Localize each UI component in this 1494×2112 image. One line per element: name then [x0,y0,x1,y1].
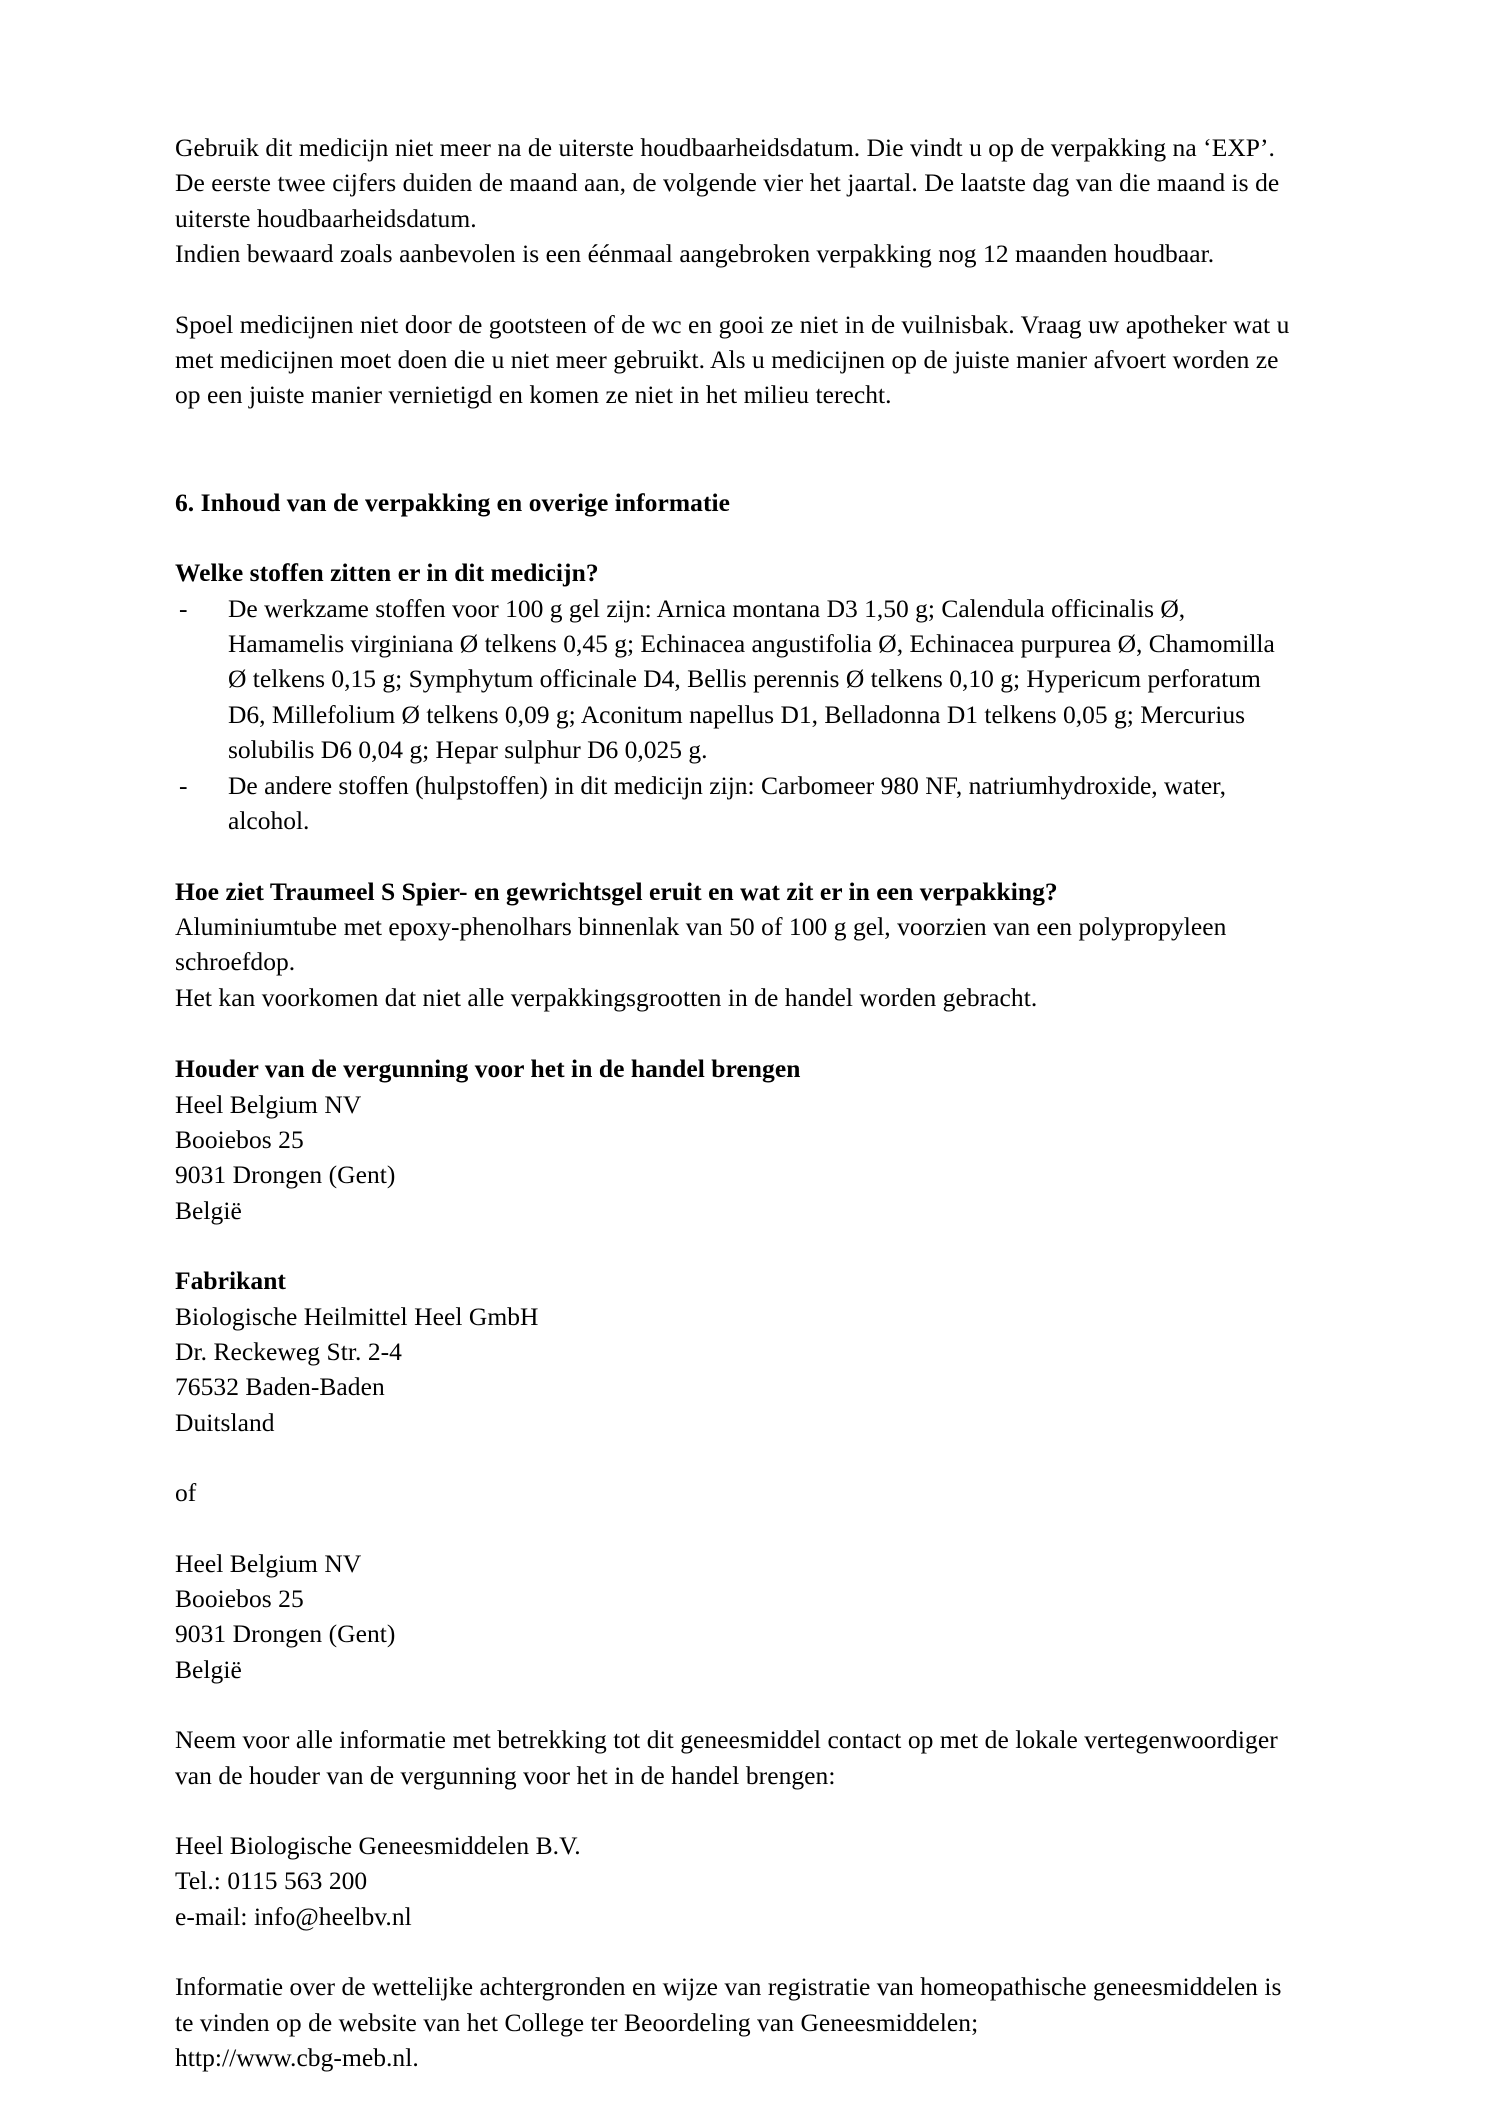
bullet-dash-icon: - [179,593,188,623]
disposal-paragraph: Spoel medicijnen niet door de gootsteen of de wc en gooi ze niet in de vuilnisbak. Vraag uw apotheker wat u met medicijnen moet doen die u niet meer gebruikt. Als u medicijnen op de juiste manier afvoert worden ze op een juiste manier vernietigd en komen ze niet in het milieu terecht. [175,309,1290,410]
substances-heading: Welke stoffen zitten er in dit medicijn? [175,558,599,588]
manufacturer-address-line: 76532 Baden-Baden [175,1372,385,1402]
mah-address-line: Booiebos 25 [175,1124,304,1154]
local-representative-email: e-mail: info@heelbv.nl [175,1901,412,1931]
manufacturer-alt-address-line: Booiebos 25 [175,1584,304,1613]
manufacturer-alt-address-line: Heel Belgium NV [175,1548,362,1578]
manufacturer-conjunction: of [175,1478,197,1508]
storage-opened-paragraph: Indien bewaard zoals aanbevolen is een éénmaal aangebroken verpakking nog 12 maanden houdbaar. [175,239,1215,269]
spacer [175,413,1293,485]
registration-info-paragraph: Informatie over de wettelijke achtergronden en wijze van registratie van homeopathische geneesmiddelen is te vinden op de website van het College ter Beoordeling van Geneesmiddelen; [175,1972,1282,2037]
appearance-heading: Hoe ziet Traumeel S Spier- en gewrichtsgel eruit en wat zit er in een verpakking? [175,876,1058,906]
list-item-text: De werkzame stoffen voor 100 g gel zijn: Arnica montana D3 1,50 g; Calendula officinalis Ø, Hamamelis virginiana Ø telkens 0,45 g; Echinacea angustifolia Ø, Echinacea purpurea Ø, Chamomilla Ø telkens 0,15 g; Symphytum officinale D4, Bellis perennis Ø telkens 0,10 g; Hypericum perforatum D6, Millefolium Ø telkens 0,09 g; Aconitum napellus D1, Belladonna D1 telkens 0,05 g; Mercurius solubilis D6 0,04 g; Hepar sulphur D6 0,025 g. [228,593,1275,765]
page-content [175,130,1293,2075]
manufacturer-address-line: Duitsland [175,1407,275,1437]
appearance-paragraph-2: Het kan voorkomen dat niet alle verpakkingsgrootten in de handel worden gebracht. [175,982,1038,1012]
spacer [175,1440,1293,1475]
list-item [175,591,1293,768]
spacer [175,1934,1293,1969]
spacer [175,839,1293,874]
spacer [175,272,1293,307]
manufacturer-alt-address-line: 9031 Drongen (Gent) [175,1619,396,1649]
manufacturer-heading: Fabrikant [175,1266,286,1296]
manufacturer-address-line: Biologische Heilmittel Heel GmbH [175,1301,539,1331]
mah-heading: Houder van de vergunning voor het in de handel brengen [175,1054,801,1084]
spacer [175,1793,1293,1828]
spacer [175,520,1293,555]
spacer [175,1015,1293,1051]
substances-list [175,591,1293,839]
manufacturer-alt-address-line: België [175,1654,242,1684]
spacer [175,1228,1293,1263]
local-representative-phone: Tel.: 0115 563 200 [175,1866,368,1896]
list-item-text: De andere stoffen (hulpstoffen) in dit medicijn zijn: Carbomeer 980 NF, natriumhydroxide, water, alcohol. [228,770,1227,836]
bullet-dash-icon: - [179,770,188,800]
mah-address-line: België [175,1195,242,1225]
registration-info-url: http://www.cbg-meb.nl. [175,2043,419,2073]
spacer [175,1687,1293,1722]
mah-address-line: Heel Belgium NV [175,1089,362,1119]
spacer [175,1511,1293,1546]
mah-address-line: 9031 Drongen (Gent) [175,1160,396,1190]
local-representative-name: Heel Biologische Geneesmiddelen B.V. [175,1831,581,1861]
manufacturer-address-line: Dr. Reckeweg Str. 2-4 [175,1336,402,1366]
section-6-heading: 6. Inhoud van de verpakking en overige informatie [175,487,730,517]
local-representative-intro: Neem voor alle informatie met betrekking tot dit geneesmiddel contact op met de lokale vertegenwoordiger van de houder van de vergunning voor het in de handel brengen: [175,1725,1278,1790]
storage-expiry-paragraph: Gebruik dit medicijn niet meer na de uiterste houdbaarheidsdatum. Die vindt u op de verpakking na ‘EXP’. De eerste twee cijfers duiden de maand aan, de volgende vier het jaartal. De laatste dag van die maand is de uiterste houdbaarheidsdatum. [175,133,1280,233]
list-item [175,768,1293,839]
appearance-paragraph-1: Aluminiumtube met epoxy-phenolhars binnenlak van 50 of 100 g gel, voorzien van een polypropyleen schroefdop. [175,911,1227,977]
